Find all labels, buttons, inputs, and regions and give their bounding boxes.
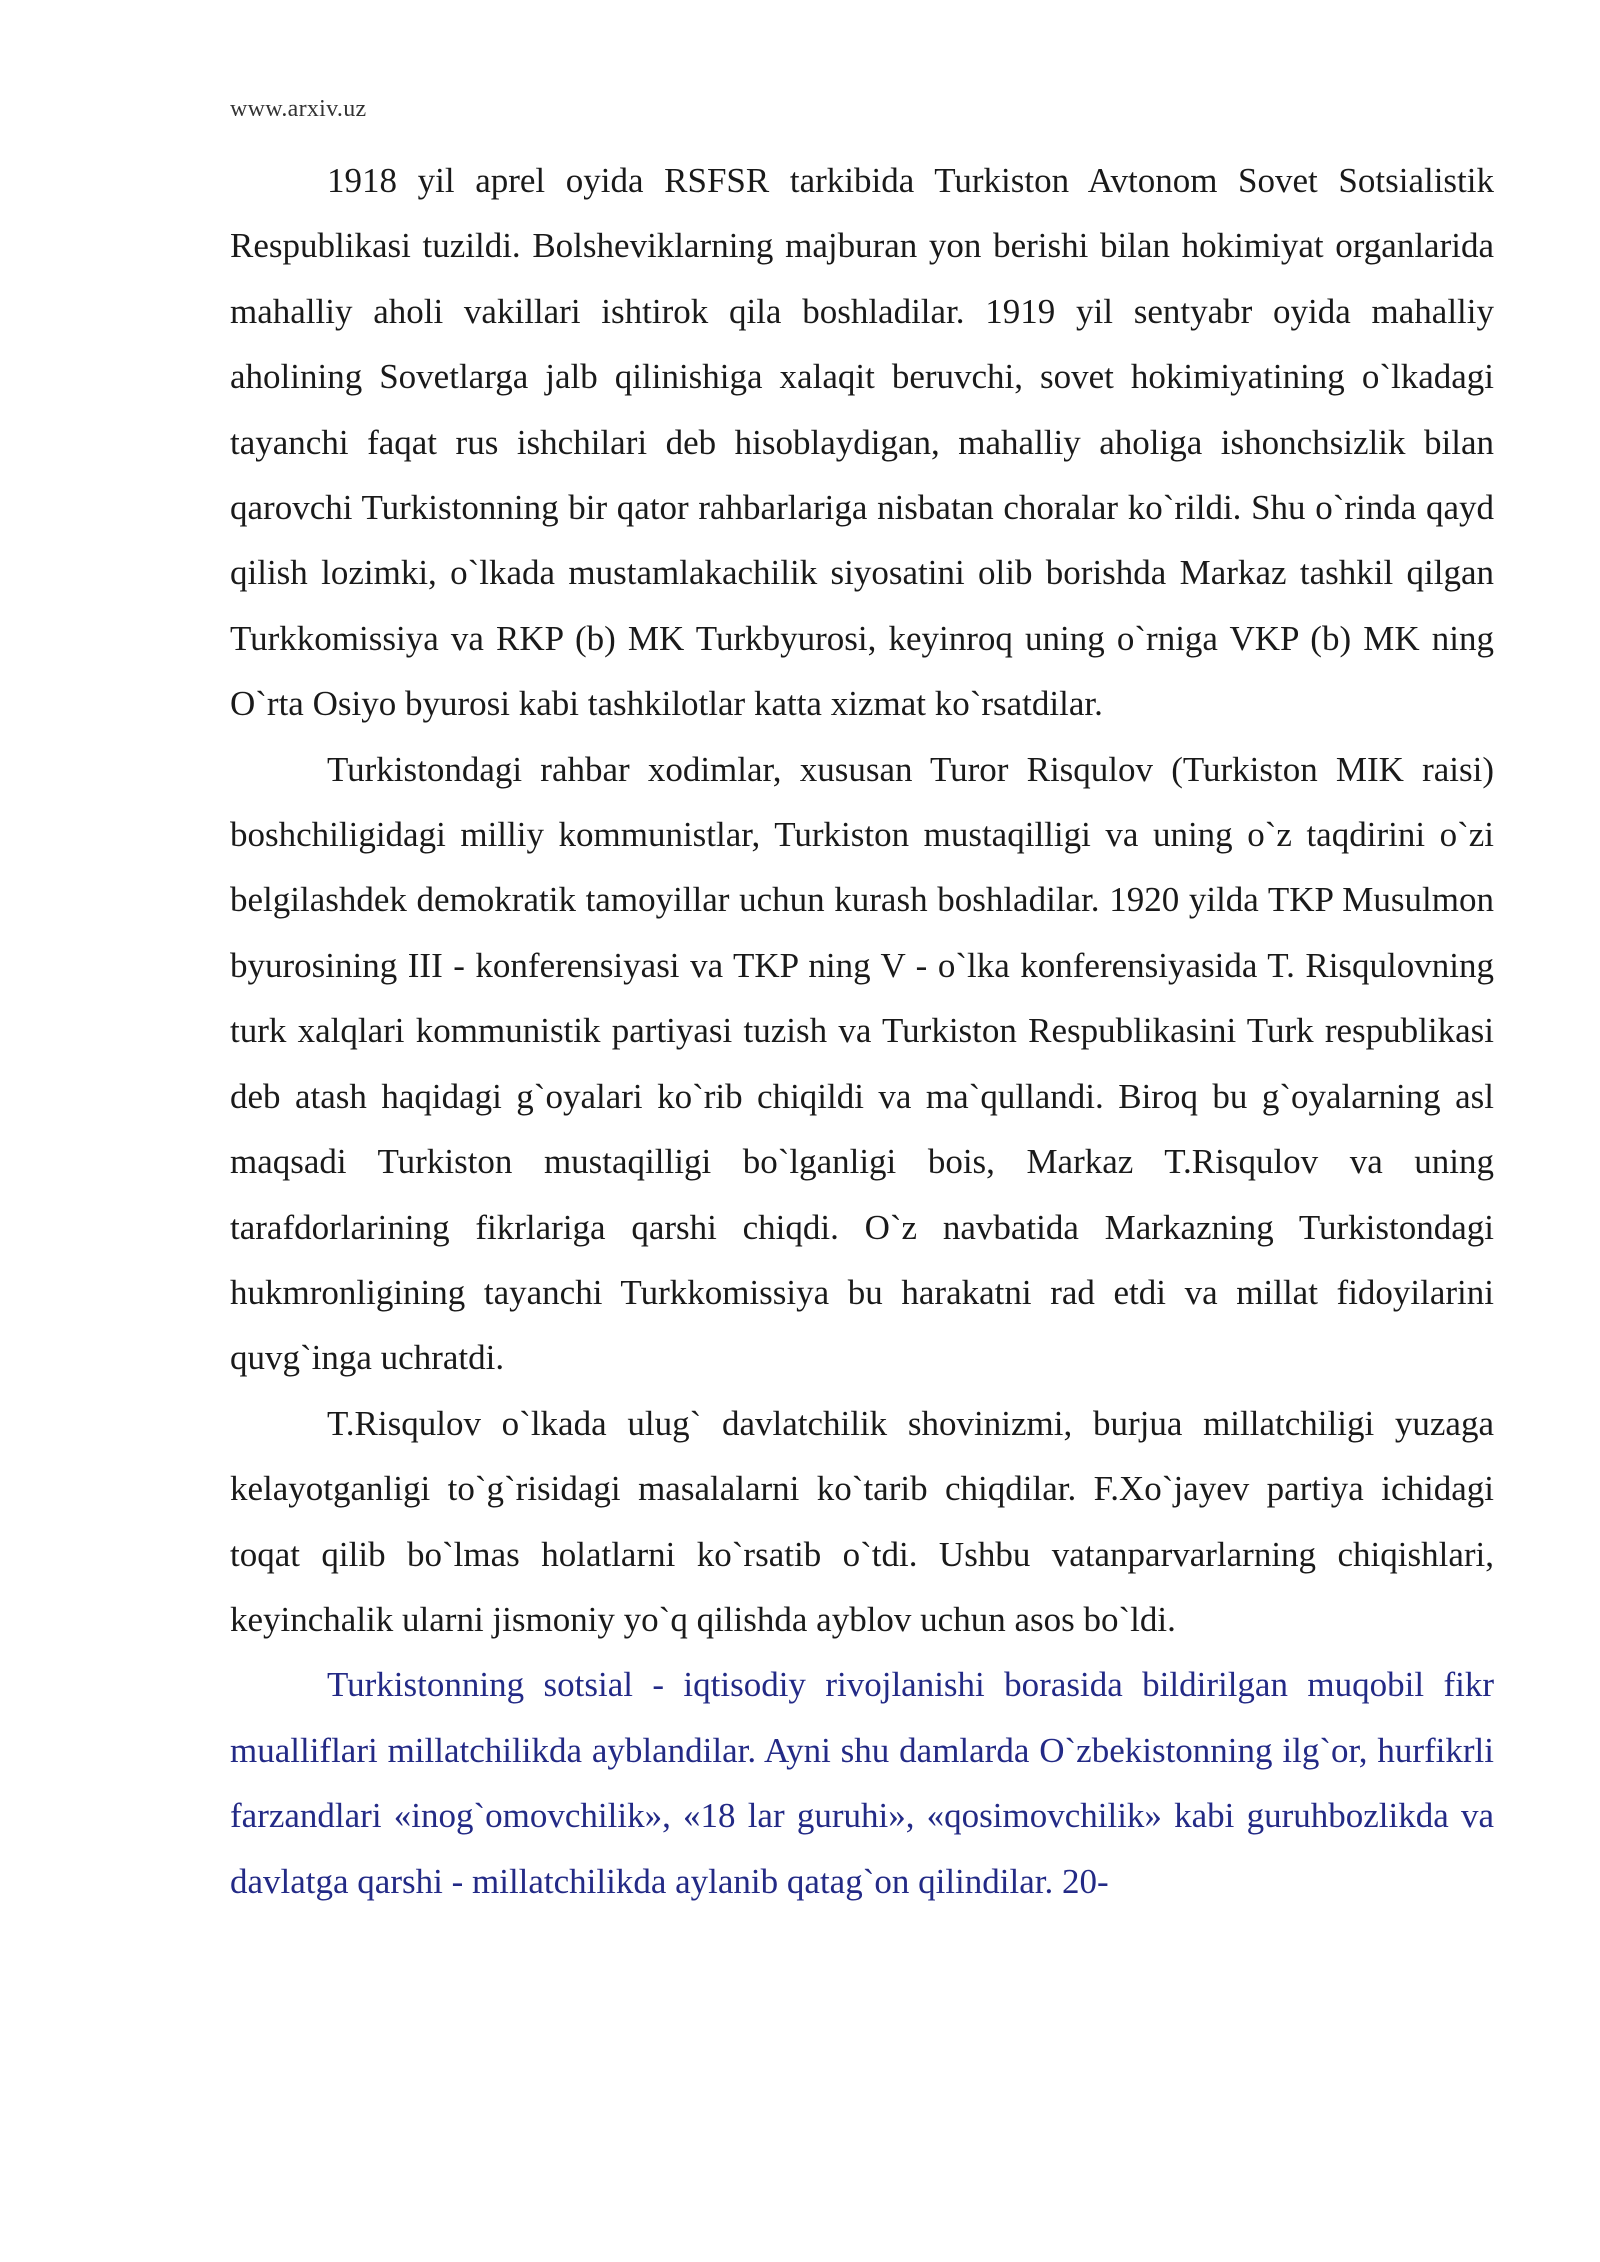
paragraph-1: 1918 yil aprel oyida RSFSR tarkibida Turkiston Avtonom Sovet Sotsialistik Respublikasi tuzildi. Bolsheviklarning majburan yon berishi bilan hokimiyat organlarida mahalliy aholi vakillari ishtirok qila boshladilar. 1919 yil sentyabr oyida mahalliy aholining Sovetlarga jalb qilinishiga xalaqit beruvchi, sovet hokimiyatining o`lkadagi tayanchi faqat rus ishchilari deb hisoblaydigan, mahalliy aholiga ishonchsizlik bilan qarovchi Turkistonning bir qator rahbarlariga nisbatan choralar ko`rildi. Shu o`rinda qayd qilish lozimki, o`lkada mustamlakachilik siyosatini olib borishda Markaz tashkil qilgan Turkkomissiya va RKP (b) MK Turkbyurosi, keyinroq uning o`rniga VKP (b) MK ning O`rta Osiyo byurosi kabi tashkilotlar katta xizmat ko`rsatdilar. — [230, 161, 1494, 724]
document-body — [230, 148, 1494, 1914]
site-url-header: www.arxiv.uz — [230, 96, 367, 122]
paragraph-2: Turkistondagi rahbar xodimlar, xususan Turor Risqulov (Turkiston MIK raisi) boshchiligidagi milliy kommunistlar, Turkiston mustaqilligi va uning o`z taqdirini o`zi belgilashdek demokratik tamoyillar uchun kurash boshladilar. 1920 yilda TKP Musulmon byurosining III - konferensiyasi va TKP ning V - o`lka konferensiyasida T. Risqulovning turk xalqlari kommunistik partiyasi tuzish va Turkiston Respublikasini Turk respublikasi deb atash haqidagi g`oyalari ko`rib chiqildi va ma`qullandi. Biroq bu g`oyalarning asl maqsadi Turkiston mustaqilligi bo`lganligi bois, Markaz T.Risqulov va uning tarafdorlarining fikrlariga qarshi chiqdi. O`z navbatida Markazning Turkistondagi hukmronligining tayanchi Turkkomissiya bu harakatni rad etdi va millat fidoyilarini quvg`inga uchratdi. — [230, 749, 1494, 1378]
paragraph-4-highlighted: Turkistonning sotsial - iqtisodiy rivojlanishi borasida bildirilgan muqobil fikr mualliflari millatchilikda ayblandilar. Ayni shu damlarda O`zbekistonning ilg`or, hurfikrli farzandlari «inog`omovchilik», «18 lar guruhi», «qosimovchilik» kabi guruhbozlikda va davlatga qarshi - millatchilikda aylanib qatag`on qilindilar. 20- — [230, 1665, 1494, 1901]
paragraph-3: T.Risqulov o`lkada ulug` davlatchilik shovinizmi, burjua millatchiligi yuzaga kelayotganligi to`g`risidagi masalalarni ko`tarib chiqdilar. F.Xo`jayev partiya ichidagi toqat qilib bo`lmas holatlarni ko`rsatib o`tdi. Ushbu vatanparvarlarning chiqishlari, keyinchalik ularni jismoniy yo`q qilishda ayblov uchun asos bo`ldi. — [230, 1403, 1494, 1639]
